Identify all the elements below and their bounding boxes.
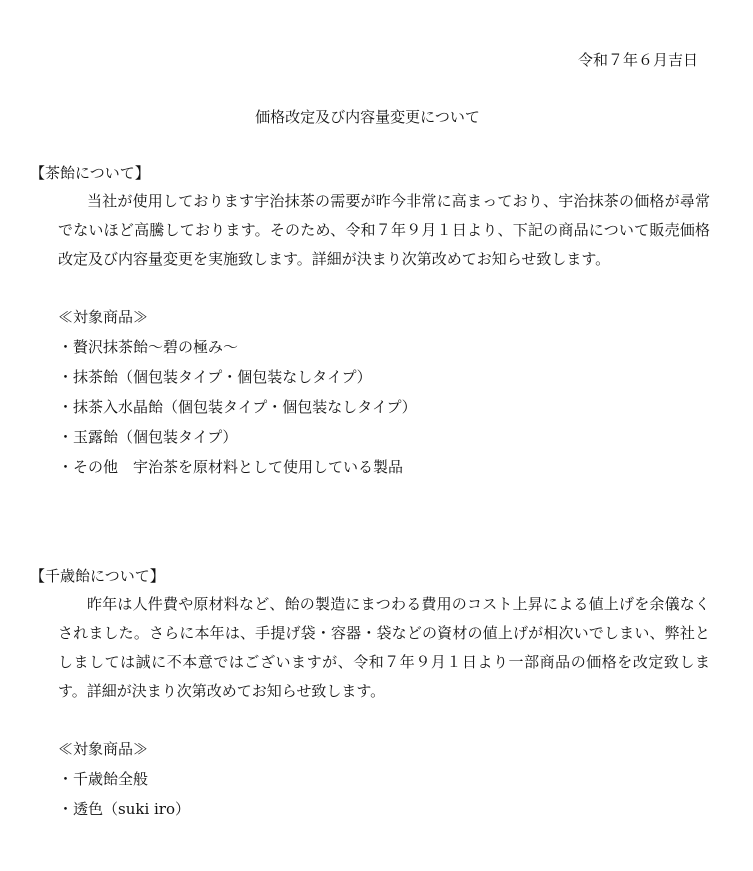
section-heading: 【茶飴について】 (30, 164, 150, 182)
section-cha-ame (30, 159, 710, 482)
target-products-list (30, 302, 710, 482)
section-chitose-ame (30, 562, 710, 824)
section-heading: 【千歳飴について】 (30, 567, 165, 585)
target-products-list (30, 734, 710, 824)
list-item: ・抹茶飴（個包装タイプ・個包装なしタイプ） (58, 368, 372, 386)
section-body: 当社が使用しております宇治抹茶の需要が昨今非常に高まっており、宇治抹茶の価格が尋常でないほど高騰しております。そのため、令和７年９月１日より、下記の商品について販売価格改定及び内容量変更を実施致します。詳細が決まり次第改めてお知らせ致します。 (58, 192, 710, 268)
list-item: ・玉露飴（個包装タイプ） (58, 428, 238, 446)
document-title: 価格改定及び内容量変更について (255, 108, 480, 126)
list-item: ・その他 宇治茶を原材料として使用している製品 (58, 458, 404, 476)
target-products-heading: ≪対象商品≫ (58, 308, 149, 326)
issue-date: 令和７年６月吉日 (577, 51, 698, 69)
list-item: ・千歳飴全般 (58, 770, 149, 788)
target-products-heading: ≪対象商品≫ (58, 740, 149, 758)
list-item: ・抹茶入水晶飴（個包装タイプ・個包装なしタイプ） (58, 398, 417, 416)
list-item: ・贅沢抹茶飴～碧の極み～ (58, 338, 239, 356)
list-item: ・透色（suki iro） (58, 800, 191, 818)
section-body: 昨年は人件費や原材料など、飴の製造にまつわる費用のコスト上昇による値上げを余儀なくされました。さらに本年は、手提げ袋・容器・袋などの資材の値上げが相次いでしまい、弊社としましては誠に不本意ではございますが、令和７年９月１日より一部商品の価格を改定致します。詳細が決まり次第改めてお知らせ致します。 (58, 595, 710, 700)
